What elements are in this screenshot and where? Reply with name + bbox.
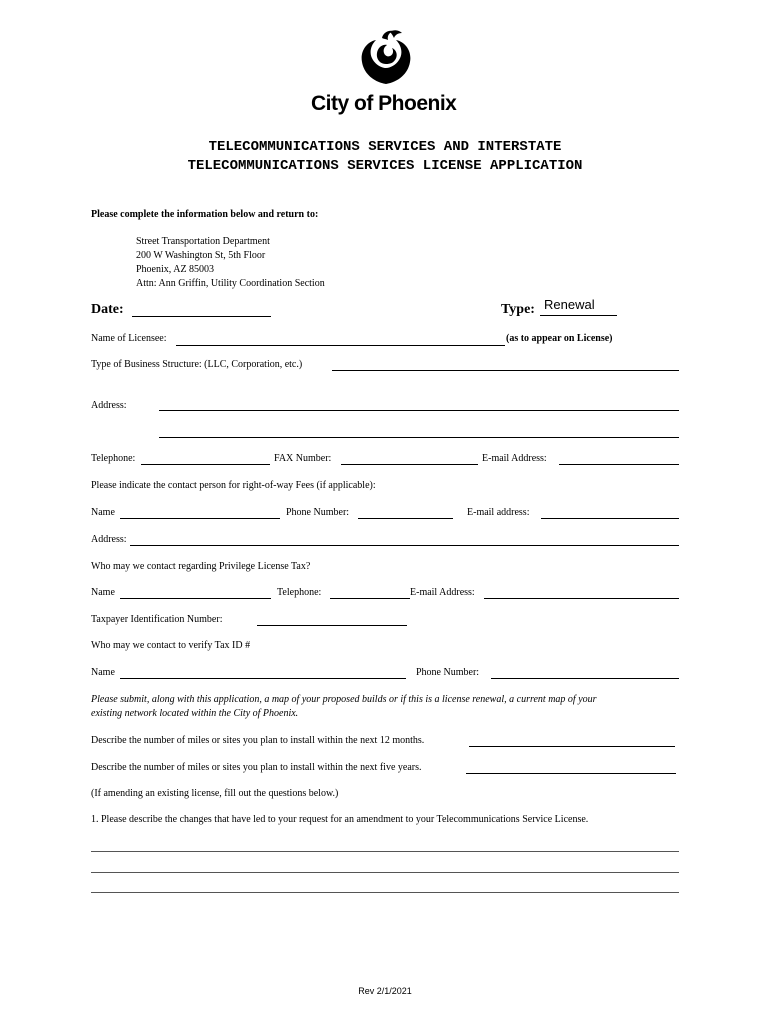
email-label: E-mail Address: bbox=[482, 453, 547, 464]
tax-contact-prompt: Who may we contact regarding Privilege License Tax? bbox=[91, 561, 311, 572]
miles-12-months-field[interactable] bbox=[469, 746, 675, 747]
tax-email-field[interactable] bbox=[484, 598, 679, 599]
telephone-field[interactable] bbox=[141, 464, 270, 465]
miles-12-months-label: Describe the number of miles or sites you plan to install within the next 12 months. bbox=[91, 735, 425, 746]
type-field[interactable] bbox=[540, 315, 617, 316]
return-address-line: Street Transportation Department bbox=[136, 236, 270, 247]
type-label: Type: bbox=[501, 302, 535, 317]
row-address-field[interactable] bbox=[130, 545, 679, 546]
address-field-line-2[interactable] bbox=[159, 437, 679, 438]
return-address-line: 200 W Washington St, 5th Floor bbox=[136, 250, 266, 261]
miles-5-years-label: Describe the number of miles or sites you plan to install within the next five years. bbox=[91, 762, 422, 773]
tax-email-label: E-mail Address: bbox=[410, 587, 475, 598]
return-address-line: Attn: Ann Griffin, Utility Coordination Section bbox=[136, 278, 325, 289]
business-structure-field[interactable] bbox=[332, 370, 679, 371]
verify-prompt: Who may we contact to verify Tax ID # bbox=[91, 640, 251, 651]
instructions-intro: Please complete the information below and return to: bbox=[91, 209, 319, 220]
row-phone-field[interactable] bbox=[358, 518, 453, 519]
tax-name-label: Name bbox=[91, 587, 115, 598]
amend-note: (If amending an existing license, fill out the questions below.) bbox=[91, 788, 339, 799]
row-address-label: Address: bbox=[91, 534, 127, 545]
row-phone-label: Phone Number: bbox=[286, 507, 350, 518]
return-address-line: Phoenix, AZ 85003 bbox=[136, 264, 215, 275]
row-email-label: E-mail address: bbox=[467, 507, 530, 518]
verify-phone-field[interactable] bbox=[491, 678, 679, 679]
tax-phone-label: Telephone: bbox=[277, 587, 322, 598]
logo-wordmark: City of Phoenix bbox=[311, 92, 457, 115]
question-1-answer-line[interactable] bbox=[91, 892, 679, 893]
question-1: 1. Please describe the changes that have led to your request for an amendment to your Telecommunications Service License. bbox=[91, 814, 589, 825]
fax-field[interactable] bbox=[341, 464, 478, 465]
email-field[interactable] bbox=[559, 464, 679, 465]
licensee-note: (as to appear on License) bbox=[506, 333, 613, 344]
map-note-line-1: Please submit, along with this application, a map of your proposed builds or if this is a license renewal, a current map of your bbox=[91, 694, 597, 705]
taxpayer-id-field[interactable] bbox=[257, 625, 407, 626]
row-email-field[interactable] bbox=[541, 518, 679, 519]
address-label: Address: bbox=[91, 400, 127, 411]
licensee-field[interactable] bbox=[176, 345, 505, 346]
tax-name-field[interactable] bbox=[120, 598, 271, 599]
verify-name-label: Name bbox=[91, 667, 115, 678]
verify-name-field[interactable] bbox=[120, 678, 406, 679]
licensee-label: Name of Licensee: bbox=[91, 333, 167, 344]
taxpayer-id-label: Taxpayer Identification Number: bbox=[91, 614, 223, 625]
verify-phone-label: Phone Number: bbox=[416, 667, 480, 678]
miles-5-years-field[interactable] bbox=[466, 773, 676, 774]
form-title-line-2: TELECOMMUNICATIONS SERVICES LICENSE APPLICATION bbox=[187, 158, 583, 174]
telephone-label: Telephone: bbox=[91, 453, 136, 464]
date-label: Date: bbox=[91, 302, 124, 317]
question-1-answer-line[interactable] bbox=[91, 872, 679, 873]
row-name-field[interactable] bbox=[120, 518, 280, 519]
tax-phone-field[interactable] bbox=[330, 598, 410, 599]
question-1-answer-line[interactable] bbox=[91, 851, 679, 852]
revision-footer: Rev 2/1/2021 bbox=[358, 986, 412, 996]
address-field-line-1[interactable] bbox=[159, 410, 679, 411]
type-field-value[interactable]: Renewal bbox=[544, 297, 595, 312]
row-contact-prompt: Please indicate the contact person for right-of-way Fees (if applicable): bbox=[91, 480, 376, 491]
fax-label: FAX Number: bbox=[274, 453, 332, 464]
row-name-label: Name bbox=[91, 507, 115, 518]
business-structure-label: Type of Business Structure: (LLC, Corporation, etc.) bbox=[91, 359, 303, 370]
phoenix-bird-icon bbox=[356, 28, 416, 86]
form-title-line-1: TELECOMMUNICATIONS SERVICES AND INTERSTATE bbox=[208, 139, 562, 155]
map-note-line-2: existing network located within the City of Phoenix. bbox=[91, 708, 299, 719]
date-field[interactable] bbox=[132, 316, 271, 317]
